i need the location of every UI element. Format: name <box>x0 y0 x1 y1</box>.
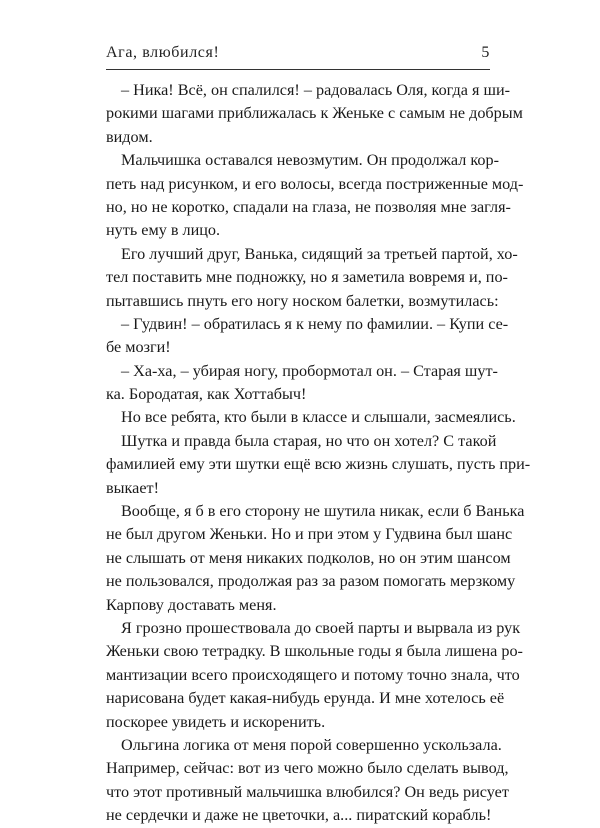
paragraph <box>106 406 516 429</box>
text-line: рокими шагами приближалась к Женьке с самым не добрым <box>106 104 523 123</box>
text-line: бе мозги! <box>106 338 171 357</box>
text-line: фамилией ему эти шутки ещё всю жизнь слушать, пусть при- <box>106 455 531 474</box>
text-line: нуть ему в лицо. <box>106 221 221 240</box>
paragraph <box>106 79 523 149</box>
running-head <box>106 44 490 66</box>
text-line: – Ника! Всё, он спалился! – радовалась Оля, когда я ши- <box>121 81 510 99</box>
text-line: что этот противный мальчишка влюбился? Он ведь рисует <box>106 782 509 801</box>
body-text <box>106 79 531 828</box>
text-line: Вообще, я б в его сторону не шутила никак, если б Ванька <box>121 502 525 521</box>
paragraph <box>106 617 523 734</box>
paragraph <box>106 734 509 828</box>
text-line: – Ха-ха, – убирая ногу, пробормотал он. – Старая шут- <box>121 361 498 380</box>
text-line: выкает! <box>106 478 159 497</box>
paragraph <box>106 243 518 313</box>
paragraph <box>106 500 525 617</box>
text-line: Но все ребята, кто были в классе и слышали, засмеялись. <box>121 408 516 427</box>
text-line: не пользовался, продолжая раз за разом помогать мерзкому <box>106 572 516 591</box>
text-line: мантизации всего происходящего и потому точно знала, что <box>106 665 520 684</box>
paragraph <box>106 313 509 360</box>
text-line: ка. Бородатая, как Хоттабыч! <box>106 385 307 404</box>
text-line: Его лучший друг, Ванька, сидящий за третьей партой, хо- <box>121 244 518 263</box>
text-line: Шутка и правда была старая, но что он хотел? С такой <box>121 431 497 450</box>
paragraph <box>106 360 498 407</box>
text-line: тел поставить мне подножку, но я заметила вовремя и, по- <box>106 268 508 287</box>
text-line: нарисована будет какая-нибудь ерунда. И мне хотелось её <box>106 689 505 708</box>
text-line: не слышать от меня никаких подколов, но он этим шансом <box>106 548 511 567</box>
text-line: но, но не коротко, спадали на глаза, не позволяя мне загля- <box>106 197 511 216</box>
text-line: пытавшись пнуть его ногу носком балетки, возмутилась: <box>106 291 499 310</box>
text-line: Ольгина логика от меня порой совершенно ускользала. <box>121 735 502 754</box>
text-line: Например, сейчас: вот из чего можно было сделать вывод, <box>106 759 509 778</box>
text-line: Женьки свою тетрадку. В школьные годы я была лишена ро- <box>106 642 523 661</box>
paragraph <box>106 430 531 500</box>
text-line: не сердечки и даже не цветочки, а... пиратский корабль! <box>106 806 492 825</box>
header-rule <box>106 69 490 70</box>
text-line: видом. <box>106 127 153 146</box>
text-line: Карпову доставать меня. <box>106 595 277 614</box>
text-line: поскорее увидеть и искоренить. <box>106 712 326 731</box>
running-head-title: Ага, влюбился! <box>106 44 220 61</box>
page-number: 5 <box>481 44 490 61</box>
text-line: – Гудвин! – обратилась я к нему по фамилии. – Купи се- <box>121 314 509 333</box>
text-line: Мальчишка оставался невозмутим. Он продолжал кор- <box>121 151 500 170</box>
text-line: не был другом Женьки. Но и при этом у Гудвина был шанс <box>106 525 513 544</box>
text-line: Я грозно прошествовала до своей парты и вырвала из рук <box>121 618 521 637</box>
text-line: петь над рисунком, и его волосы, всегда постриженные мод- <box>106 174 524 193</box>
paragraph <box>106 149 524 243</box>
